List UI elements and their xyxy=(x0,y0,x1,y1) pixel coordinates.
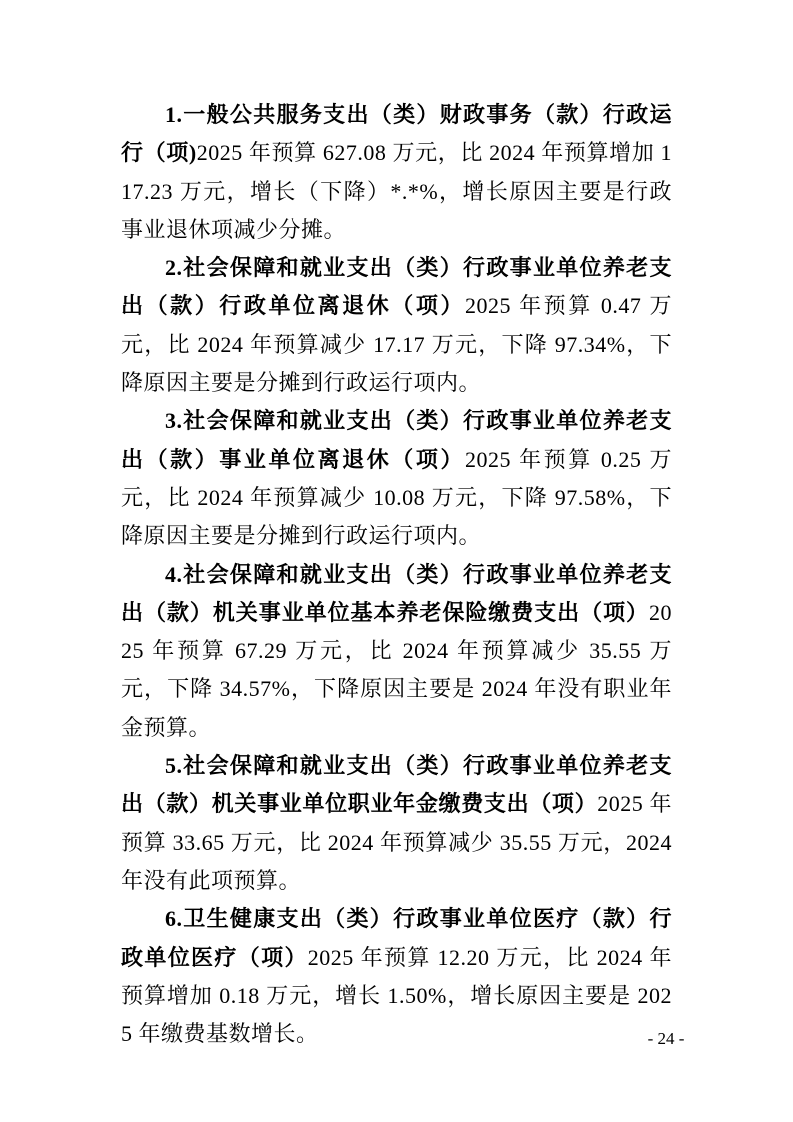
budget-item-detail: 2025 年预算 0.25 万元，比 2024 年预算减少 10.08 万元，下降 97.58%，下降原因主要是分摊到行政运行项内。 xyxy=(121,446,672,549)
budget-item-detail: 2025 年预算 67.29 万元，比 2024 年预算减少 35.55 万元，下降 34.57%，下降原因主要是 2024 年没有职业年金预算。 xyxy=(121,599,672,740)
budget-item-paragraph xyxy=(121,402,672,555)
budget-item-heading: 5.社会保障和就业支出（类）行政事业单位养老支出（款）机关事业单位职业年金缴费支出（项） xyxy=(121,753,672,817)
budget-item-paragraph xyxy=(121,900,672,1053)
budget-item-heading: 2.社会保障和就业支出（类）行政事业单位养老支出（款）行政单位离退休（项） xyxy=(121,255,672,319)
budget-item-detail: 2025 年预算 627.08 万元，比 2024 年预算增加 117.23 万元，增长（下降）*.*%，增长原因主要是行政事业退休项减少分摊。 xyxy=(121,140,672,242)
budget-item-heading: 4.社会保障和就业支出（类）行政事业单位养老支出（款）机关事业单位基本养老保险缴费支出（项） xyxy=(121,561,672,625)
budget-item-heading: 1.一般公共服务支出（类）财政事务（款）行政运行（项) xyxy=(121,102,672,166)
document-body xyxy=(121,96,672,1053)
budget-item-detail: 2025 年预算 0.47 万元，比 2024 年预算减少 17.17 万元，下降 97.34%，下降原因主要是分摊到行政运行项内。 xyxy=(121,293,672,396)
budget-item-detail: 2025 年预算 33.65 万元，比 2024 年预算减少 35.55 万元，2024 年没有此项预算。 xyxy=(121,791,672,893)
budget-item-paragraph xyxy=(121,96,672,249)
budget-item-heading: 3.社会保障和就业支出（类）行政事业单位养老支出（款）事业单位离退休（项） xyxy=(121,408,672,472)
budget-item-detail: 2025 年预算 12.20 万元，比 2024 年预算增加 0.18 万元，增长 1.50%，增长原因主要是 2025 年缴费基数增长。 xyxy=(121,944,672,1047)
page-number: - 24 - xyxy=(647,1029,685,1048)
budget-item-paragraph xyxy=(121,747,672,900)
budget-item-heading: 6.卫生健康支出（类）行政事业单位医疗（款）行政单位医疗（项） xyxy=(121,906,672,970)
budget-item-paragraph xyxy=(121,556,672,747)
budget-item-paragraph xyxy=(121,249,672,402)
